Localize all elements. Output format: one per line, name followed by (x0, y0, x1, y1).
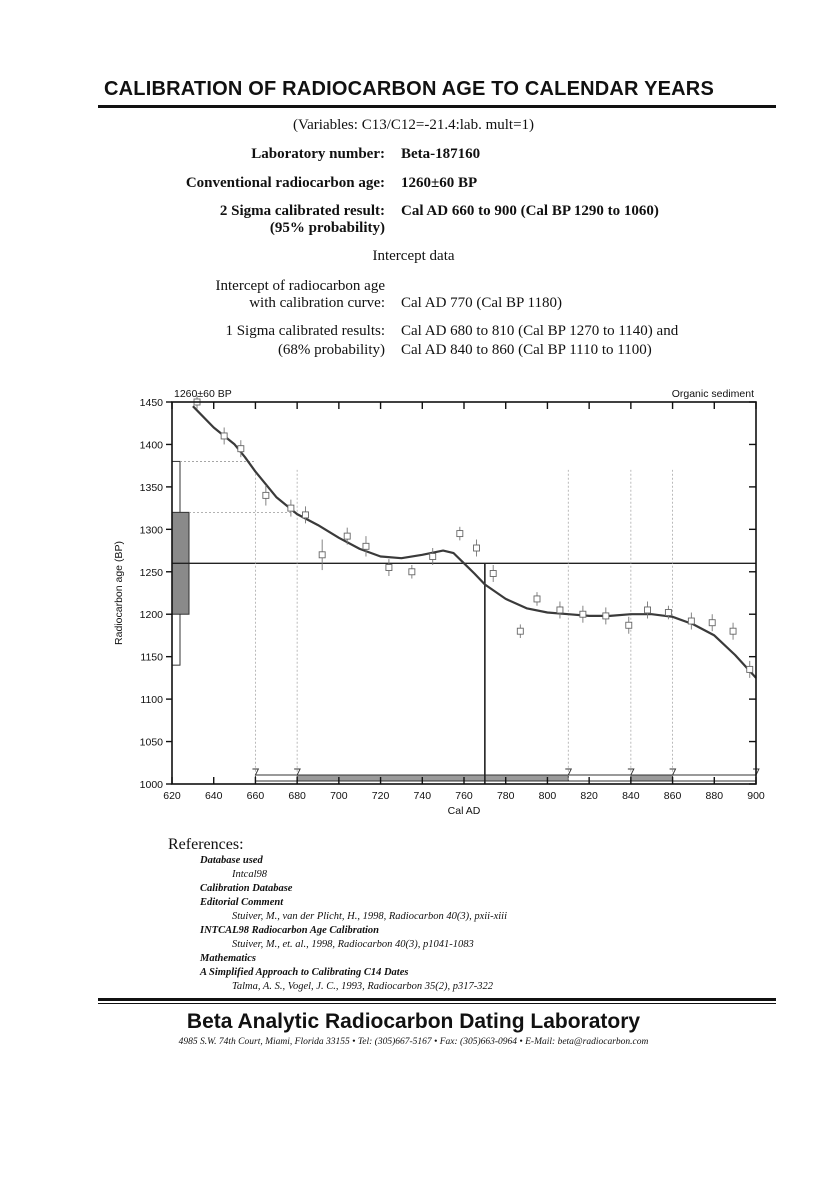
x-tick-label: 880 (705, 790, 724, 802)
variables-line: (Variables: C13/C12=-21.4:lab. mult=1) (292, 117, 535, 133)
x-tick-label: 820 (580, 790, 598, 802)
conventional-age-value: 1260±60 BP (401, 175, 478, 191)
data-point (490, 570, 496, 576)
y-tick-label: 1250 (139, 566, 163, 579)
one-sigma-value-2: Cal AD 840 to 860 (Cal BP 1110 to 1100) (401, 342, 652, 358)
reference-detail-intcal98-calibration: Stuiver, M., et. al., 1998, Radiocarbon 40(3), p1041-1083 (232, 939, 474, 950)
reference-heading-calibration-database: Calibration Database (200, 883, 293, 894)
data-point (409, 569, 415, 575)
data-point (626, 622, 632, 628)
reference-heading-mathematics: Mathematics (200, 953, 257, 964)
two-sigma-label: 2 Sigma calibrated result: (219, 203, 385, 219)
calendar-range-1-sigma (631, 775, 673, 781)
x-axis-label: Cal AD (447, 805, 481, 817)
x-tick-label: 780 (496, 790, 515, 802)
data-point (319, 552, 325, 558)
data-point (457, 531, 463, 537)
y-tick-label: 1350 (139, 481, 163, 494)
x-tick-label: 660 (246, 790, 265, 802)
y-tick-label: 1000 (139, 779, 163, 791)
reference-heading-database: Database used (200, 855, 263, 866)
intercept-value: Cal AD 770 (Cal BP 1180) (401, 295, 562, 311)
data-point (263, 492, 269, 498)
x-tick-label: 860 (663, 790, 682, 802)
x-tick-label: 640 (204, 790, 223, 802)
reference-detail-editorial: Stuiver, M., van der Plicht, H., 1998, Radiocarbon 40(3), pxii-xiii (232, 911, 507, 922)
data-point (302, 512, 308, 518)
data-point (557, 607, 563, 613)
lab-number-label: Laboratory number: (251, 146, 385, 162)
data-point (474, 545, 480, 551)
data-point (344, 533, 350, 539)
intercept-heading: Intercept data (372, 248, 455, 264)
lab-address: 4985 S.W. 74th Court, Miami, Florida 33155 • Tel: (305)667-5167 • Fax: (305)663-0964 • E-Mail: beta@radiocarbon.com (178, 1037, 649, 1047)
reference-detail-talma-vogel: Talma, A. S., Vogel, J. C., 1993, Radiocarbon 35(2), p317-322 (232, 981, 494, 992)
x-tick-label: 800 (538, 790, 557, 802)
lab-name: Beta Analytic Radiocarbon Dating Laboratory (186, 1010, 641, 1033)
y-tick-label: 1400 (139, 439, 163, 452)
data-point (747, 666, 753, 672)
data-point (730, 628, 736, 634)
y-tick-label: 1150 (140, 651, 163, 664)
references-heading: References: (168, 836, 244, 853)
x-tick-label: 620 (163, 790, 181, 802)
data-point (688, 618, 694, 624)
data-point (430, 553, 436, 559)
y-tick-label: 1300 (139, 524, 163, 537)
data-point (363, 543, 369, 549)
one-sigma-label: 1 Sigma calibrated results: (225, 323, 385, 339)
data-point (288, 505, 294, 511)
x-tick-label: 700 (330, 790, 348, 802)
lab-number-value: Beta-187160 (401, 146, 481, 162)
reference-detail-intcal98: Intcal98 (232, 869, 267, 880)
data-point (645, 607, 651, 613)
intercept-label-line-2: with calibration curve: (249, 295, 385, 311)
y-tick-label: 1200 (139, 609, 163, 622)
data-point (386, 565, 392, 571)
calibration-chart-svg (100, 380, 780, 830)
data-point (238, 446, 244, 452)
calibration-curve (193, 406, 756, 678)
two-sigma-value: Cal AD 660 to 900 (Cal BP 1290 to 1060) (401, 203, 659, 219)
conventional-age-label: Conventional radiocarbon age: (185, 175, 385, 191)
one-sigma-value-1: Cal AD 680 to 810 (Cal BP 1270 to 1140) and (401, 323, 679, 339)
y-axis-label: Radiocarbon age (BP) (113, 541, 125, 645)
chart-corner-label-age: 1260±60 BP (174, 388, 232, 400)
two-sigma-probability: (95% probability) (269, 220, 385, 236)
footer-rule (98, 998, 776, 1001)
reference-heading-intcal98-calibration: INTCAL98 Radiocarbon Age Calibration (200, 925, 380, 936)
y-tick-label: 1450 (139, 397, 163, 409)
intercept-label-line-1: Intercept of radiocarbon age (215, 278, 385, 294)
reference-heading-simplified-approach: A Simplified Approach to Calibrating C14 Dates (200, 967, 409, 978)
x-tick-label: 720 (371, 790, 390, 802)
data-point (665, 610, 671, 616)
y-tick-label: 1050 (139, 736, 163, 749)
references-section (168, 836, 507, 994)
reference-heading-editorial-comment: Editorial Comment (200, 897, 284, 908)
data-point (603, 613, 609, 619)
data-point (709, 620, 715, 626)
plot-frame (172, 402, 756, 784)
y-tick-label: 1100 (140, 694, 163, 707)
x-tick-label: 680 (288, 790, 306, 802)
x-tick-label: 840 (622, 790, 640, 802)
calendar-range-1-sigma (297, 775, 568, 781)
x-tick-label: 740 (413, 790, 432, 802)
x-tick-label: 760 (455, 790, 473, 802)
calibration-chart (100, 380, 780, 830)
report-title: CALIBRATION OF RADIOCARBON AGE TO CALENDAR YEARS (104, 78, 714, 100)
data-point (534, 596, 540, 602)
data-point (221, 433, 227, 439)
data-point (517, 628, 523, 634)
chart-corner-label-sample: Organic sediment (671, 388, 754, 400)
one-sigma-probability: (68% probability) (277, 342, 385, 358)
x-tick-label: 900 (747, 790, 765, 802)
footer-rule-thin (98, 1003, 776, 1004)
title-rule (98, 105, 776, 108)
data-point (580, 611, 586, 617)
